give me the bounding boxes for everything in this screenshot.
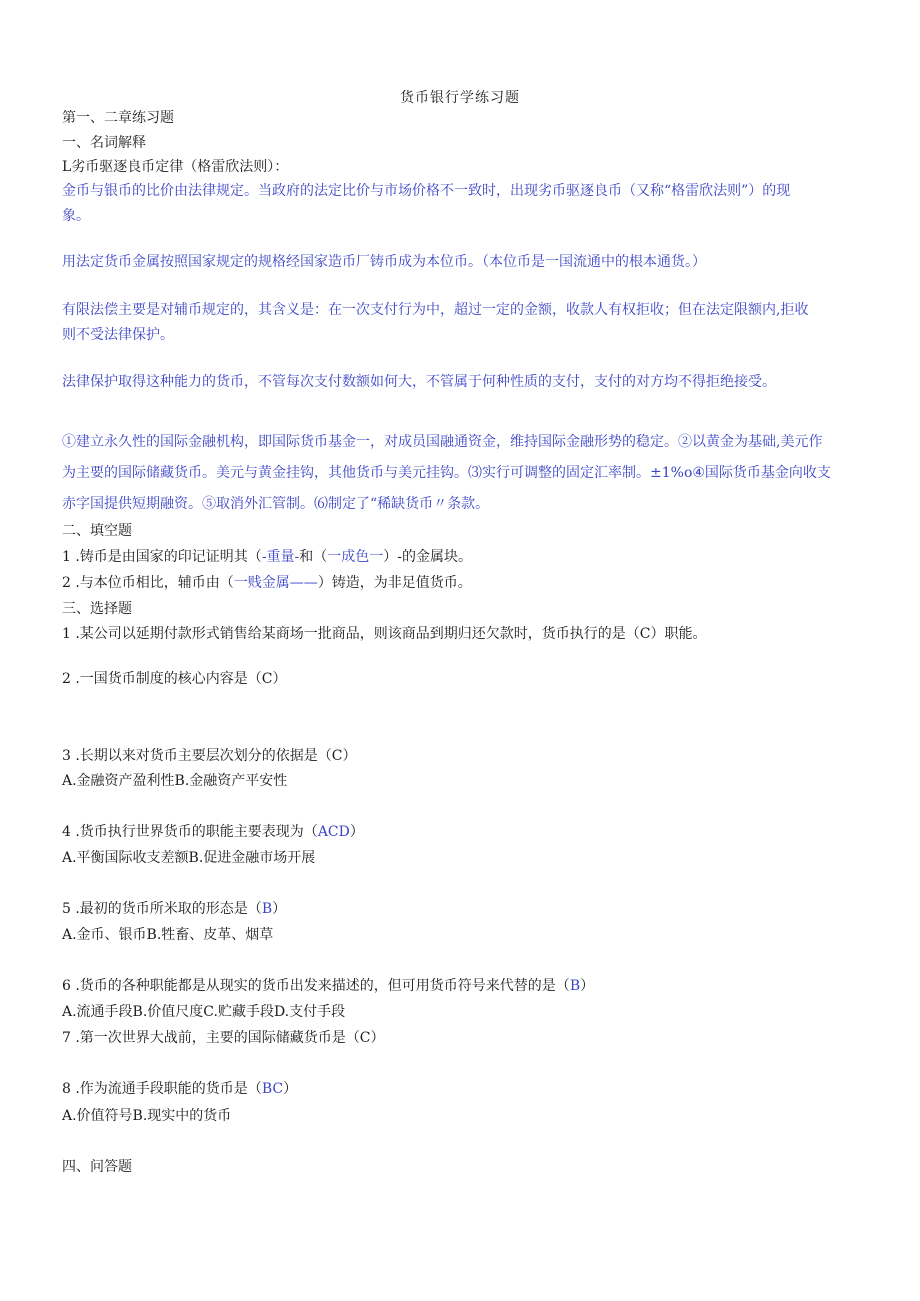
definition-5-line-3: 赤字国提供短期融资。⑤取消外汇管制。⑹制定了“稀缺货币〃条款。 [62,496,490,512]
section-heading-terms: 一、名词解释 [62,135,146,151]
choice-question-1: 1 .某公司以延期付款形式销售给某商场一批商品，则该商品到期归还欠款时，货币执行的是（C）职能。 [62,626,707,642]
definition-1-line-1: 金币与银币的比价由法律规定。当政府的法定比价与市场价格不一致时，出现劣币驱逐良币（又称“格雷欣法则”）的现 [62,183,791,199]
section-heading-qa: 四、问答题 [62,1159,132,1175]
q4-suffix: ） [349,824,364,840]
q5-suffix: ） [272,901,287,917]
definition-3-line-2: 则不受法律保护。 [62,327,174,343]
fill-1-suffix: ）-的金属块。 [383,549,473,565]
choice-question-6 [62,976,594,996]
chapter-heading: 第一、二章练习题 [62,110,174,126]
choice-question-7: 7 .第一次世界大战前，主要的国际储藏货币是（C） [62,1030,385,1046]
choice-question-6-options: A.流通手段B.价值尺度C.贮藏手段D.支付手段 [62,1004,346,1020]
definition-1-line-2: 象。 [62,208,90,224]
q5-answer: B [261,901,273,917]
choice-question-8-options: A.价值符号B.现实中的货币 [62,1108,232,1124]
fill-1-prefix: 1 .铸币是由国家的印记证明其（ [62,549,262,565]
definition-5-line-1: ①建立永久性的国际金融机构，即国际货币基金一，对成员国融通资金，维持国际金融形势的稳定。②以黄金为基础,美元作 [62,434,823,450]
choice-question-5-options: A.金币、银币B.牲畜、皮革、烟草 [62,927,274,943]
q6-suffix: ） [580,978,595,994]
q8-suffix: ） [283,1081,298,1097]
q4-prefix: 4 .货币执行世界货币的职能主要表现为（ [62,824,318,840]
choice-question-5 [62,899,286,919]
section-heading-fill: 二、填空题 [62,523,132,539]
definition-5-line-2: 为主要的国际储藏货币。美元与黄金挂钩，其他货币与美元挂钩。⑶实行可调整的固定汇率制。±1%o④国际货币基金向收支 [62,465,831,481]
page-title: 货币银行学练习题 [400,90,520,106]
choice-question-3: 3 .长期以来对货币主要层次划分的依据是（C） [62,748,357,764]
definition-3-line-1: 有限法偿主要是对辅币规定的，其含义是：在一次支付行为中，超过一定的金额，收款人有权拒收；但在法定限额内,拒收 [62,302,809,318]
fill-question-1 [62,547,472,567]
choice-question-3-options: A.金融资产盈利性B.金融资产平安性 [62,773,288,789]
choice-question-4 [62,822,364,842]
q8-prefix: 8 .作为流通手段职能的货币是（ [62,1081,262,1097]
fill-1-answer-1: -重量- [261,549,300,565]
term-1: L劣币驱逐良币定律（格雷欣法则）： [62,159,289,175]
q4-answer: ACD [317,824,350,840]
q8-answer: BC [261,1081,284,1097]
fill-2-prefix: 2 .与本位币相比，辅币由（ [62,575,234,591]
q5-prefix: 5 .最初的货币所米取的形态是（ [62,901,262,917]
choice-question-4-options: A.平衡国际收支差额B.促进金融市场开展 [62,850,316,866]
section-heading-choice: 三、选择题 [62,601,132,617]
q6-prefix: 6 .货币的各种职能都是从现实的货币出发来描述的，但可用货币符号来代替的是（ [62,978,570,994]
fill-question-2 [62,573,472,593]
definition-2: 用法定货币金属按照国家规定的规格经国家造币厂铸币成为本位币。（本位币是一国流通中的根本通货。） [62,254,706,270]
q6-answer: B [569,978,581,994]
choice-question-2: 2 .一国货币制度的核心内容是（C） [62,671,287,687]
fill-2-answer: 一贱金属—— [233,575,318,591]
fill-1-mid: 和（ [299,549,328,565]
definition-4: 法律保护取得这种能力的货币，不管每次支付数额如何大，不管属于何种性质的支付，支付的对方均不得拒绝接受。 [62,374,776,390]
fill-2-suffix: ）铸造，为非足值货币。 [317,575,472,591]
choice-question-8 [62,1079,297,1099]
fill-1-answer-2: 一成色一 [327,549,384,565]
